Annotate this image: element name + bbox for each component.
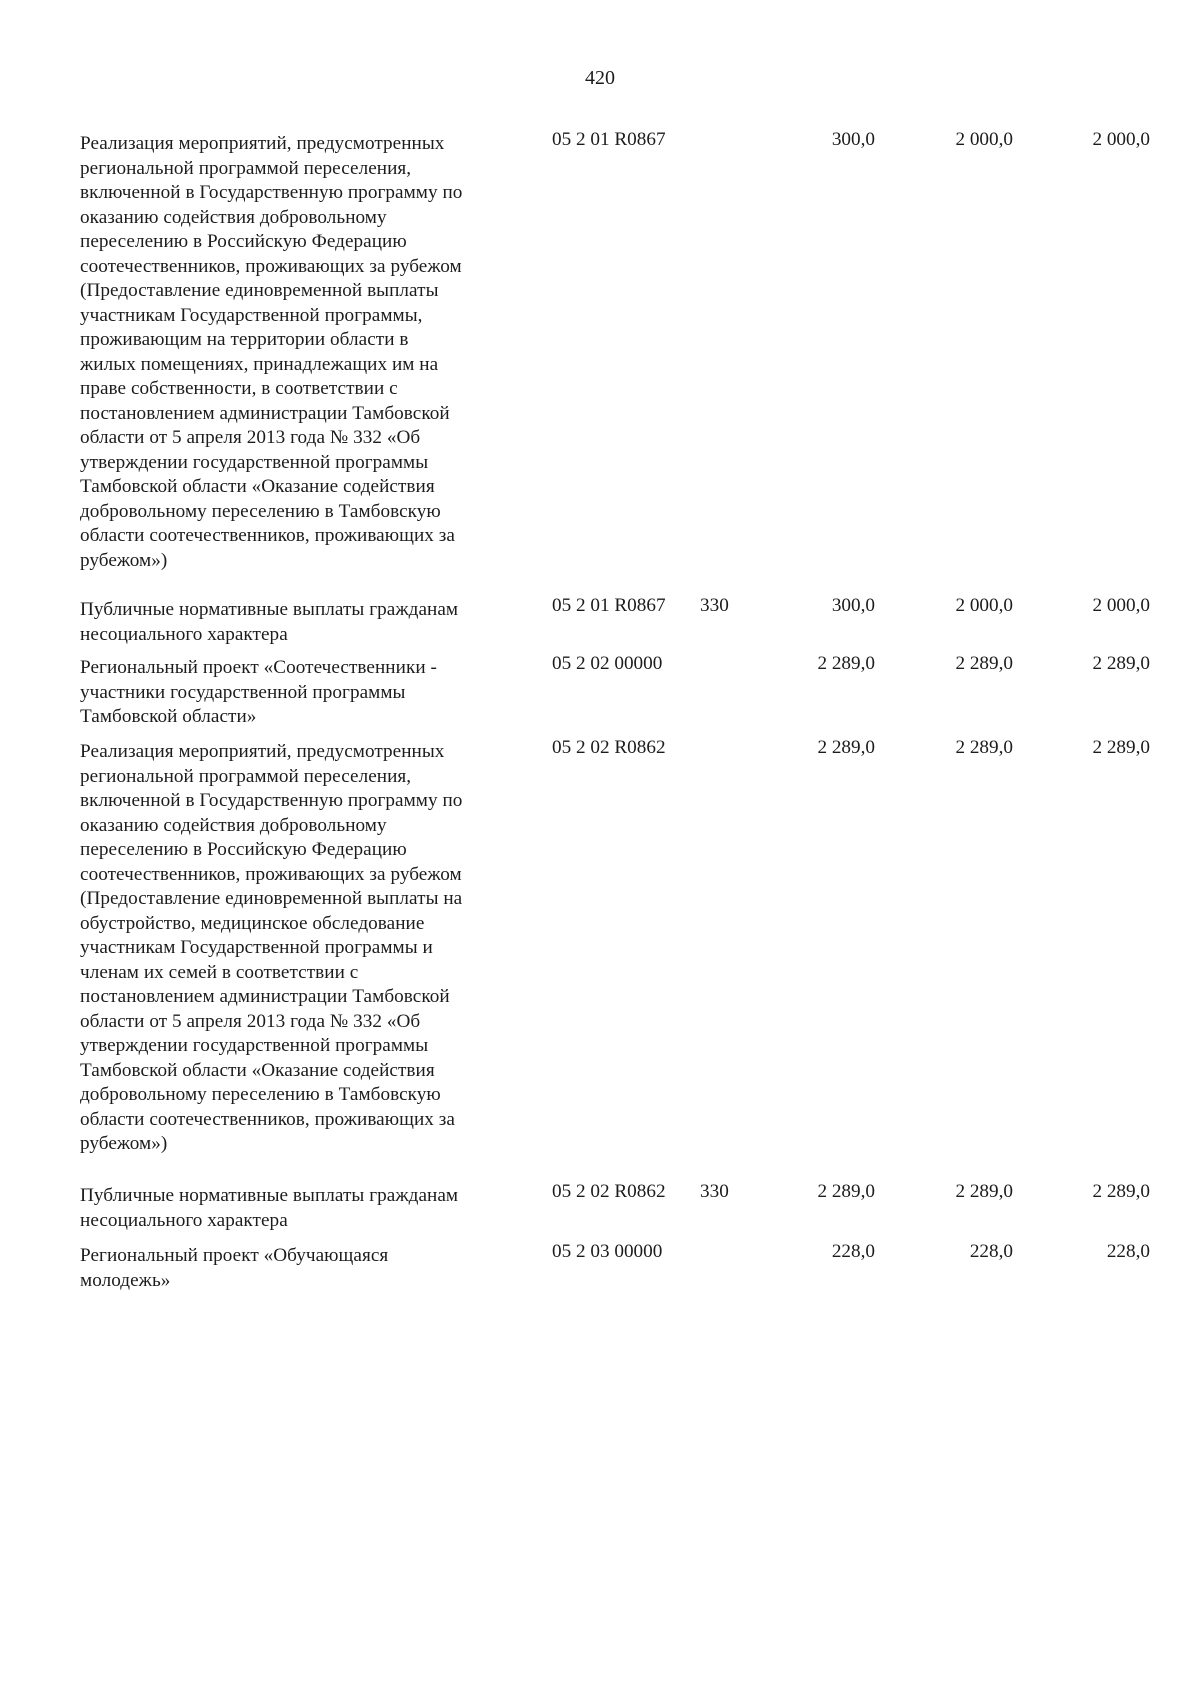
row-value-1: 2 289,0 xyxy=(817,737,875,758)
row-value-3: 2 289,0 xyxy=(1092,653,1150,674)
row-value-1: 228,0 xyxy=(831,1241,875,1262)
row-description: Реализация мероприятий, предусмотренных региональной программой переселения, включенной в Государственную программу по оказанию содействия добровольному переселению в Российскую Федерацию соотечественников, проживающих за рубежом (Предоставление единовременной выплаты участникам Государственной программы, проживающим на территории области в жилых помещениях, принадлежащих им на праве собственности, в соответствии с постановлением администрации Тамбовской области от 5 апреля 2013 года № 332 «Об утверждении государственной программы Тамбовской области «Оказание содействия добровольному переселению в Тамбовскую области соотечественников, проживающих за рубежом») xyxy=(80,133,463,571)
row-code: 05 2 02 00000 xyxy=(552,653,663,674)
row-value-2: 2 000,0 xyxy=(955,129,1013,150)
row-code: 05 2 02 R0862 xyxy=(552,1181,666,1202)
row-value-3: 228,0 xyxy=(1106,1241,1150,1262)
row-code: 05 2 01 R0867 xyxy=(552,129,666,150)
row-code: 05 2 02 R0862 xyxy=(552,737,666,758)
row-value-2: 2 289,0 xyxy=(955,653,1013,674)
row-value-1: 2 289,0 xyxy=(817,653,875,674)
row-value-1: 2 289,0 xyxy=(817,1181,875,1202)
row-code: 05 2 03 00000 xyxy=(552,1241,663,1262)
row-description: Публичные нормативные выплаты гражданам несоциального характера xyxy=(80,599,459,645)
row-description: Публичные нормативные выплаты гражданам несоциального характера xyxy=(80,1185,459,1231)
row-value-2: 2 000,0 xyxy=(955,595,1013,616)
row-value-1: 300,0 xyxy=(831,595,875,616)
page-number: 420 xyxy=(585,67,615,89)
row-expense-type: 330 xyxy=(700,595,729,616)
row-value-2: 2 289,0 xyxy=(955,737,1013,758)
row-value-1: 300,0 xyxy=(831,129,875,150)
row-value-3: 2 289,0 xyxy=(1092,737,1150,758)
row-value-2: 228,0 xyxy=(969,1241,1013,1262)
row-value-3: 2 000,0 xyxy=(1092,129,1150,150)
row-description: Региональный проект «Обучающаяся молодежь» xyxy=(80,1245,389,1291)
row-value-3: 2 289,0 xyxy=(1092,1181,1150,1202)
row-description: Реализация мероприятий, предусмотренных региональной программой переселения, включенной в Государственную программу по оказанию содействия добровольному переселению в Российскую Федерацию соотечественников, проживающих за рубежом (Предоставление единовременной выплаты на обустройство, медицинское обследование участникам Государственной программы и членам их семей в соответствии с постановлением администрации Тамбовской области от 5 апреля 2013 года № 332 «Об утверждении государственной программы Тамбовской области «Оказание содействия добровольному переселению в Тамбовскую области соотечественников, проживающих за рубежом») xyxy=(80,741,463,1154)
row-code: 05 2 01 R0867 xyxy=(552,595,666,616)
row-value-2: 2 289,0 xyxy=(955,1181,1013,1202)
row-expense-type: 330 xyxy=(700,1181,729,1202)
row-value-3: 2 000,0 xyxy=(1092,595,1150,616)
row-description: Региональный проект «Соотечественники - участники государственной программы Тамбовской области» xyxy=(80,657,437,727)
